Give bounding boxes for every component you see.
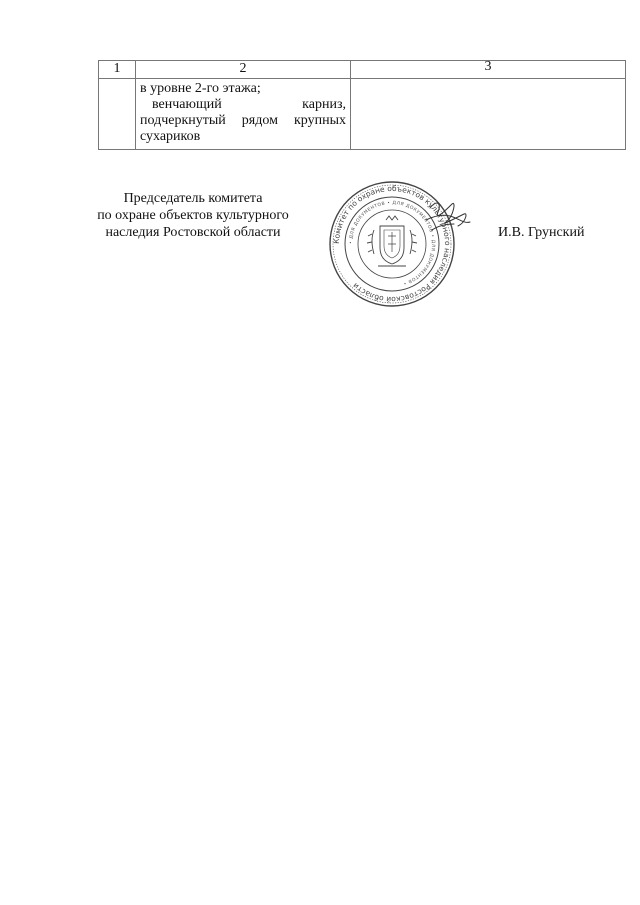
position-line-3: наследия Ростовской области <box>105 225 281 240</box>
table-header-col-1: 1 <box>99 61 136 79</box>
coat-of-arms-emblem <box>367 216 417 266</box>
position-line-1: Председатель комитета <box>123 191 263 206</box>
seal-text-outer: Комитет по охране объектов культурного наследия Ростовской области <box>331 183 453 305</box>
table-cell-col-2 <box>136 79 351 150</box>
cell-text-line-4: сухариков <box>140 129 201 144</box>
signatory-position <box>68 190 318 241</box>
position-line-2: по охране объектов культурного <box>97 208 289 223</box>
official-seal-stamp <box>318 178 478 308</box>
cell-text-line-2: венчающий карниз, <box>152 97 346 112</box>
cell-text-line-1: в уровне 2-го этажа; <box>140 81 261 96</box>
signer-name: И.В. Грунский <box>498 225 585 240</box>
table-cell-col-3 <box>351 79 626 150</box>
cell-text-line-3: подчеркнутый рядом крупных <box>140 113 346 128</box>
svg-text:• ДЛЯ ДОКУМЕНТОВ • ДЛЯ ДОКУМЕН: • ДЛЯ ДОКУМЕНТОВ • ДЛЯ ДОКУМЕНТОВ • ДЛЯ ДОКУМЕНТОВ • <box>348 200 436 286</box>
table-cell-col-1 <box>99 79 136 150</box>
table-row <box>99 79 626 150</box>
object-description-table <box>98 60 626 150</box>
table-header-col-3: 3 <box>351 61 626 79</box>
table-header-row <box>99 61 626 79</box>
table-header-col-2: 2 <box>136 61 351 79</box>
